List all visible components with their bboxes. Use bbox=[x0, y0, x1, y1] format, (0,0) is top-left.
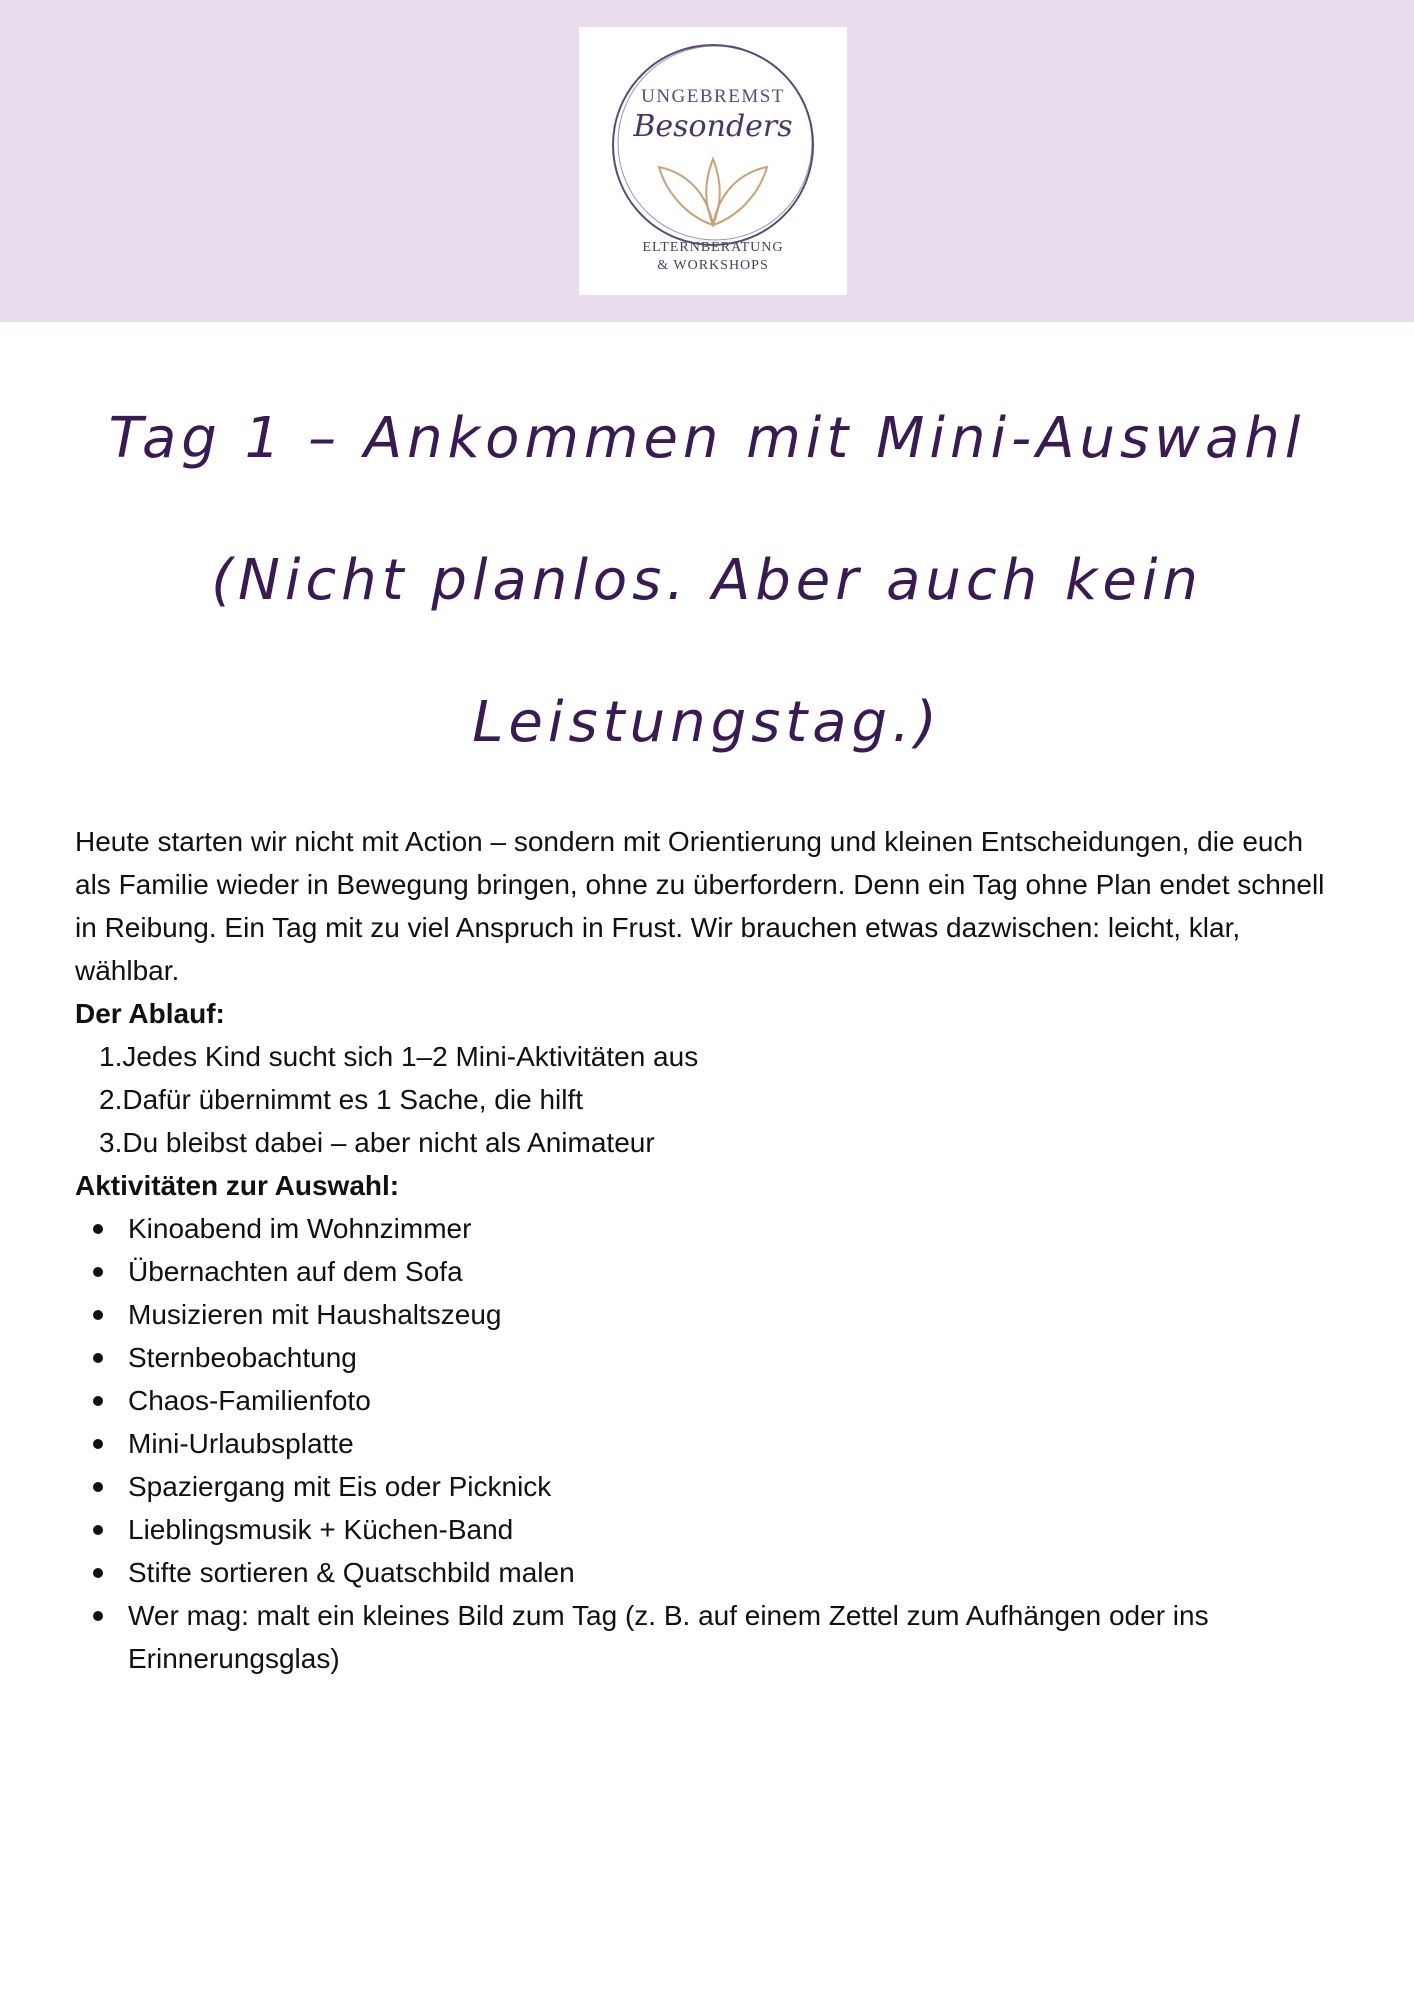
activity-item bbox=[75, 1250, 1335, 1293]
bullet-icon bbox=[93, 1525, 103, 1535]
ablauf-step: 2.Dafür übernimmt es 1 Sache, die hilft bbox=[99, 1084, 584, 1115]
bullet-icon bbox=[93, 1568, 103, 1578]
logo-bottom-line-2: & WORKSHOPS bbox=[657, 258, 769, 273]
activity-item-label: Wer mag: malt ein kleines Bild zum Tag (z. B. auf einem Zettel zum Aufhängen oder ins Erinnerungsglas) bbox=[128, 1600, 1209, 1674]
activity-item bbox=[75, 1336, 1335, 1379]
bullet-icon bbox=[93, 1396, 103, 1406]
activity-item bbox=[75, 1207, 1335, 1250]
activity-item-label: Stifte sortieren & Quatschbild malen bbox=[128, 1557, 575, 1588]
bullet-icon bbox=[93, 1310, 103, 1320]
ablauf-steps bbox=[75, 1035, 1335, 1164]
bullet-icon bbox=[93, 1353, 103, 1363]
main-content bbox=[75, 820, 1335, 1680]
activity-item bbox=[75, 1594, 1335, 1680]
activity-item bbox=[75, 1465, 1335, 1508]
bullet-icon bbox=[93, 1267, 103, 1277]
logo-script-text: Besonders bbox=[633, 109, 793, 144]
activities-list bbox=[75, 1207, 1335, 1680]
intro-paragraph: Heute starten wir nicht mit Action – sondern mit Orientierung und kleinen Entscheidungen, die euch als Familie wieder in Bewegung bringen, ohne zu überfordern. Denn ein Tag ohne Plan endet schnell in Reibung. Ein Tag mit zu viel Anspruch in Frust. Wir brauchen etwas dazwischen: leicht, klar, wählbar. bbox=[75, 826, 1325, 986]
activity-item-label: Sternbeobachtung bbox=[128, 1342, 357, 1373]
bullet-icon bbox=[93, 1224, 103, 1234]
logo-bottom-text bbox=[579, 239, 847, 275]
logo-top-text: UNGEBREMST bbox=[641, 86, 785, 107]
activity-item-label: Mini-Urlaubsplatte bbox=[128, 1428, 354, 1459]
header-band bbox=[0, 0, 1414, 322]
activity-item bbox=[75, 1379, 1335, 1422]
activity-item bbox=[75, 1508, 1335, 1551]
ablauf-heading: Der Ablauf: bbox=[75, 998, 225, 1029]
activity-item bbox=[75, 1551, 1335, 1594]
ablauf-step: 3.Du bleibst dabei – aber nicht als Animateur bbox=[99, 1127, 655, 1158]
bullet-icon bbox=[93, 1439, 103, 1449]
bullet-icon bbox=[93, 1482, 103, 1492]
activity-item-label: Lieblingsmusik + Küchen-Band bbox=[128, 1514, 514, 1545]
activity-item bbox=[75, 1293, 1335, 1336]
activity-item-label: Chaos-Familienfoto bbox=[128, 1385, 371, 1416]
activity-item-label: Übernachten auf dem Sofa bbox=[128, 1256, 463, 1287]
logo-bottom-line-1: ELTERNBERATUNG bbox=[642, 240, 784, 255]
activity-item-label: Kinoabend im Wohnzimmer bbox=[128, 1213, 472, 1244]
logo bbox=[579, 27, 847, 295]
activity-item bbox=[75, 1422, 1335, 1465]
bullet-icon bbox=[93, 1611, 103, 1621]
activity-item-label: Spaziergang mit Eis oder Picknick bbox=[128, 1471, 552, 1502]
ablauf-step: 1.Jedes Kind sucht sich 1–2 Mini-Aktivitäten aus bbox=[99, 1041, 699, 1072]
activities-heading: Aktivitäten zur Auswahl: bbox=[75, 1170, 400, 1201]
activity-item-label: Musizieren mit Haushaltszeug bbox=[128, 1299, 502, 1330]
page-title: Tag 1 – Ankommen mit Mini-Auswahl (Nicht planlos. Aber auch kein Leistungstag.) bbox=[108, 406, 1306, 755]
